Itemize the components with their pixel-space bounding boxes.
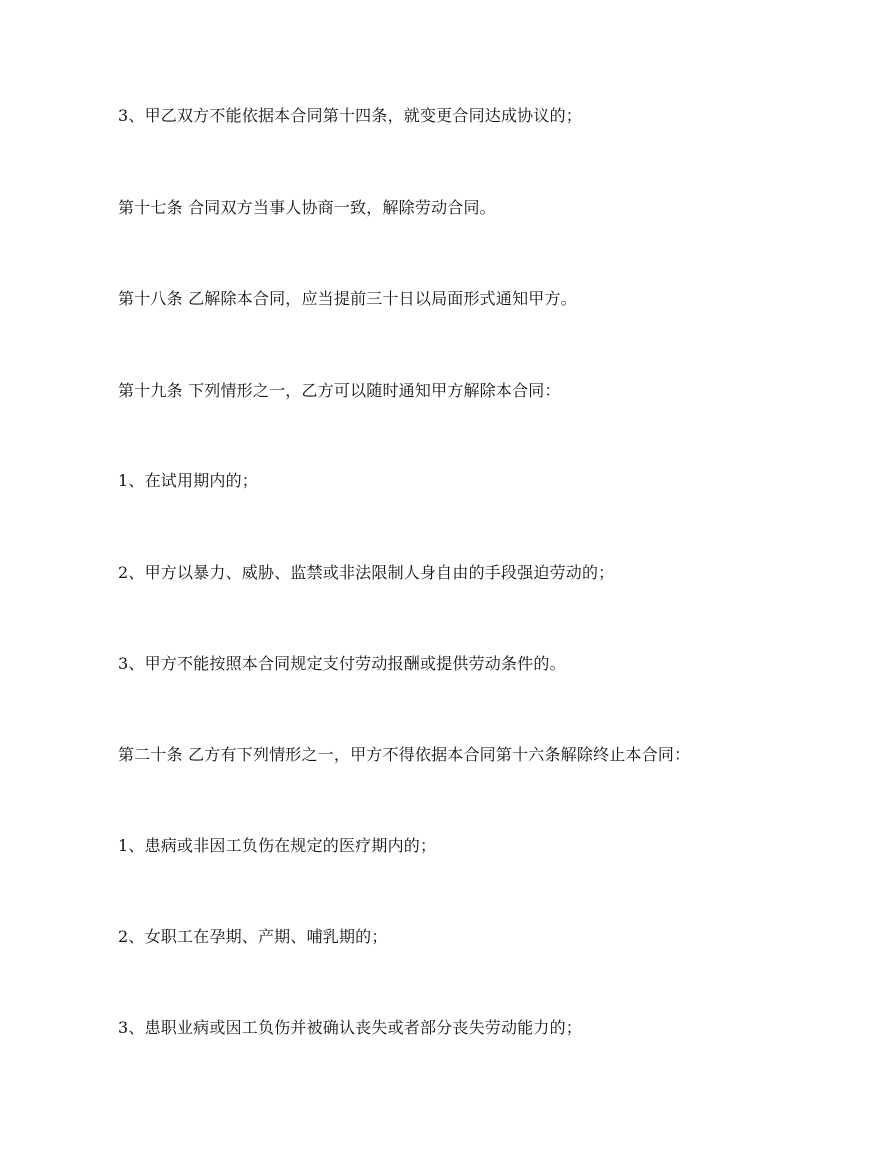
paragraph-clause-14-item-3: 3、甲乙双方不能依据本合同第十四条，就变更合同达成协议的； xyxy=(118,106,582,125)
paragraph-article-20-item-3: 3、患职业病或因工负伤并被确认丧失或者部分丧失劳动能力的； xyxy=(118,1018,582,1037)
paragraph-article-17: 第十七条 合同双方当事人协商一致，解除劳动合同。 xyxy=(118,198,496,217)
paragraph-article-19-item-2: 2、甲方以暴力、威胁、监禁或非法限制人身自由的手段强迫劳动的； xyxy=(118,563,615,582)
paragraph-article-19: 第十九条 下列情形之一，乙方可以随时通知甲方解除本合同： xyxy=(118,381,561,400)
paragraph-article-19-item-3: 3、甲方不能按照本合同规定支付劳动报酬或提供劳动条件的。 xyxy=(118,654,566,673)
paragraph-article-18: 第十八条 乙解除本合同，应当提前三十日以局面形式通知甲方。 xyxy=(118,289,577,308)
paragraph-article-20: 第二十条 乙方有下列情形之一，甲方不得依据本合同第十六条解除终止本合同： xyxy=(118,745,691,764)
paragraph-article-20-item-1: 1、患病或非因工负伤在规定的医疗期内的； xyxy=(118,836,437,855)
paragraph-article-20-item-2: 2、女职工在孕期、产期、哺乳期的； xyxy=(118,927,388,946)
paragraph-article-19-item-1: 1、在试用期内的； xyxy=(118,471,258,490)
